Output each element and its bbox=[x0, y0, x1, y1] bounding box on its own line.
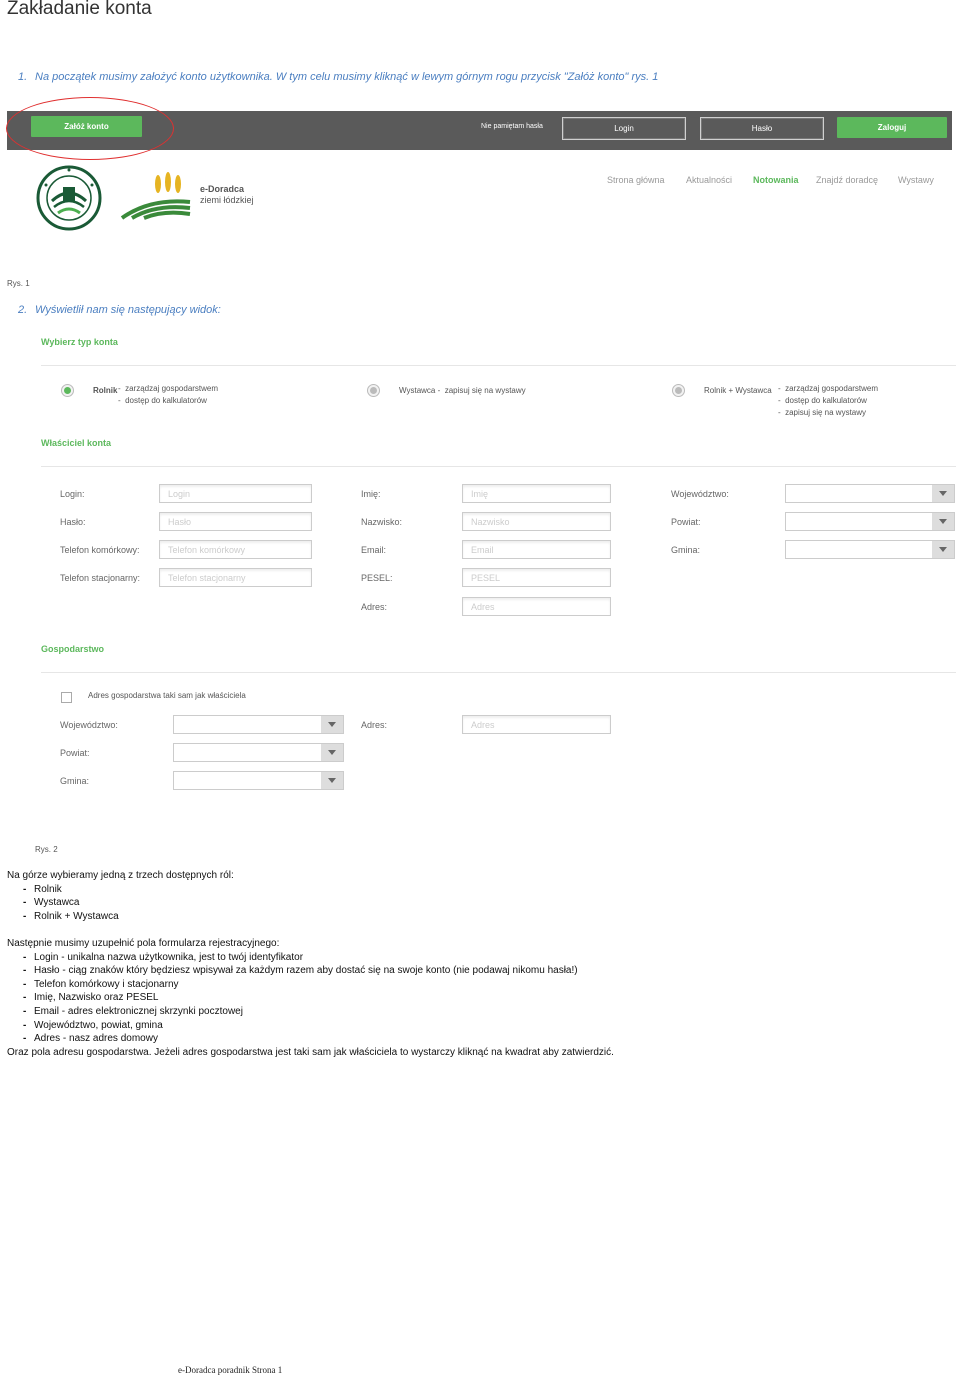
password-label: Hasło: bbox=[60, 517, 86, 527]
list-item: - Login - unikalna nazwa użytkownika, jest to twój identyfikator bbox=[7, 951, 947, 965]
role-radio-exhibitor[interactable] bbox=[367, 384, 380, 397]
address-label: Adres: bbox=[361, 602, 388, 612]
brand-name: e-Doradca bbox=[200, 184, 245, 194]
brand-text bbox=[200, 184, 254, 206]
farm-address-note: Oraz pola adresu gospodarstwa. Jeżeli adres gospodarstwa jest taki sam jak właściciela to wystarczy kliknąć na kwadrat aby zatwierdzić. bbox=[7, 1046, 614, 1058]
commune-label: Gmina: bbox=[671, 545, 701, 555]
pesel-label: PESEL: bbox=[361, 573, 393, 583]
highlight-circle bbox=[6, 97, 174, 160]
phone-label: Telefon stacjonarny: bbox=[60, 573, 141, 583]
name-input[interactable]: Imię bbox=[462, 484, 611, 503]
list-item: - Imię, Nazwisko oraz PESEL bbox=[7, 991, 947, 1005]
farm-address-input[interactable]: Adres bbox=[462, 715, 611, 734]
page-title: Zakładanie konta bbox=[7, 0, 152, 19]
list-item: - Telefon komórkowy i stacjonarny bbox=[7, 978, 947, 992]
nav-find-advisor[interactable]: Znajdź doradcę bbox=[816, 175, 879, 185]
password-input[interactable]: Hasło bbox=[159, 512, 312, 531]
create-account-button[interactable]: Załóż konto bbox=[31, 116, 142, 137]
name-label: Imię: bbox=[361, 489, 381, 499]
farm-commune-label: Gmina: bbox=[60, 776, 90, 786]
chevron-down-icon bbox=[321, 772, 343, 789]
nav-news[interactable]: Aktualności bbox=[686, 175, 733, 185]
pesel-input[interactable]: PESEL bbox=[462, 568, 611, 587]
login-field[interactable]: Login bbox=[562, 117, 686, 140]
role-radio-farmer[interactable] bbox=[61, 384, 74, 397]
list-item: - Email - adres elektronicznej skrzynki pocztowej bbox=[7, 1005, 947, 1019]
page-footer: e-Doradca poradnik Strona 1 bbox=[178, 1365, 283, 1375]
figure-1-caption: Rys. 1 bbox=[7, 279, 30, 288]
chevron-down-icon bbox=[932, 513, 954, 530]
county-select[interactable] bbox=[785, 512, 955, 531]
figure-2-caption: Rys. 2 bbox=[35, 845, 58, 854]
surname-label: Nazwisko: bbox=[361, 517, 403, 527]
role-farmer-exhibitor-desc: - zarządzaj gospodarstwem - dostęp do kalkulatorów - zapisuj się na wystawy bbox=[778, 384, 879, 417]
list-item: - Województwo, powiat, gmina bbox=[7, 1019, 947, 1033]
farm-section-title: Gospodarstwo bbox=[41, 644, 105, 654]
farm-voivodeship-label: Województwo: bbox=[60, 720, 118, 730]
login-input[interactable]: Login bbox=[159, 484, 312, 503]
list-item: - Wystawca bbox=[7, 896, 947, 910]
nav-quotes[interactable]: Notowania bbox=[753, 175, 799, 185]
role-radio-farmer-exhibitor[interactable] bbox=[672, 384, 685, 397]
login-label: Login: bbox=[60, 489, 85, 499]
email-input[interactable]: Email bbox=[462, 540, 611, 559]
instructions bbox=[7, 869, 947, 1059]
role-option-farmer-exhibitor: Rolnik + Wystawca bbox=[704, 386, 772, 395]
account-type-title: Wybierz typ konta bbox=[41, 337, 118, 347]
same-address-checkbox[interactable] bbox=[61, 692, 72, 703]
chevron-down-icon bbox=[321, 744, 343, 761]
association-seal-logo bbox=[36, 165, 102, 231]
farm-county-label: Powiat: bbox=[60, 748, 90, 758]
divider bbox=[41, 365, 956, 366]
roles-intro: Na górze wybieramy jedną z trzech dostępnych ról: bbox=[7, 870, 234, 881]
divider bbox=[41, 672, 956, 673]
chevron-down-icon bbox=[932, 541, 954, 558]
role-option-farmer: Rolnik bbox=[93, 386, 118, 395]
mobile-input[interactable]: Telefon komórkowy bbox=[159, 540, 312, 559]
chevron-down-icon bbox=[321, 716, 343, 733]
step-1-text: Na początek musimy założyć konto użytkownika. W tym celu musimy kliknąć w lewym górnym rogu przycisk "Załóż konto" rys. 1 bbox=[35, 71, 659, 83]
login-button[interactable]: Zaloguj bbox=[837, 117, 947, 138]
step-2-number: 2. bbox=[18, 304, 28, 316]
forgot-password-link[interactable]: Nie pamiętam hasła bbox=[481, 123, 543, 130]
same-address-label: Adres gospodarstwa taki sam jak właściciela bbox=[88, 691, 246, 700]
fields-intro: Następnie musimy uzupełnić pola formularza rejestracyjnego: bbox=[7, 937, 280, 949]
email-label: Email: bbox=[361, 545, 387, 555]
voivodeship-label: Województwo: bbox=[671, 489, 729, 499]
list-item: - Rolnik + Wystawca bbox=[7, 910, 947, 924]
address-input[interactable]: Adres bbox=[462, 597, 611, 616]
voivodeship-select[interactable] bbox=[785, 484, 955, 503]
brand-subtitle: ziemi łódzkiej bbox=[200, 195, 254, 205]
role-option-exhibitor: Wystawca - zapisuj się na wystawy bbox=[399, 386, 526, 395]
nav-exhibitions[interactable]: Wystawy bbox=[898, 175, 934, 185]
divider bbox=[41, 466, 956, 467]
mobile-label: Telefon komórkowy: bbox=[60, 545, 140, 555]
surname-input[interactable]: Nazwisko bbox=[462, 512, 611, 531]
list-item: - Adres - nasz adres domowy bbox=[7, 1032, 947, 1046]
farm-voivodeship-select[interactable] bbox=[173, 715, 344, 734]
county-label: Powiat: bbox=[671, 517, 701, 527]
step-1-number: 1. bbox=[18, 71, 28, 83]
owner-section-title: Właściciel konta bbox=[41, 438, 112, 448]
nav-home[interactable]: Strona główna bbox=[607, 175, 665, 185]
step-2-text: Wyświetlił nam się następujący widok: bbox=[35, 304, 221, 316]
farm-county-select[interactable] bbox=[173, 743, 344, 762]
commune-select[interactable] bbox=[785, 540, 955, 559]
password-field[interactable]: Hasło bbox=[700, 117, 824, 140]
phone-input[interactable]: Telefon stacjonarny bbox=[159, 568, 312, 587]
wheat-field-logo bbox=[120, 172, 192, 220]
farm-address-label: Adres: bbox=[361, 720, 388, 730]
farm-commune-select[interactable] bbox=[173, 771, 344, 790]
list-item: - Rolnik bbox=[7, 883, 947, 897]
list-item: - Hasło - ciąg znaków który będziesz wpisywał za każdym razem aby dostać się na swoje konto (nie podawaj nikomu hasła!) bbox=[7, 964, 947, 978]
role-farmer-desc: - zarządzaj gospodarstwem - dostęp do kalkulatorów bbox=[118, 384, 219, 405]
chevron-down-icon bbox=[932, 485, 954, 502]
